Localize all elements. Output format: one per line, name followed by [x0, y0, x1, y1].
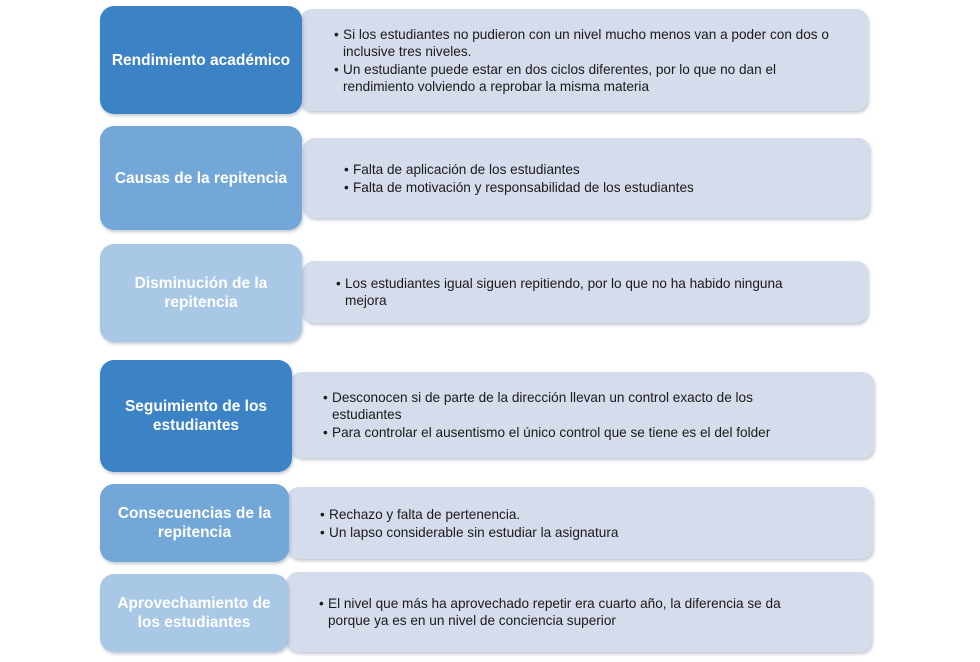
- description-panel: [300, 9, 868, 111]
- bullet-list: [320, 505, 849, 542]
- bullet-item: • Para controlar el ausentismo el único control que se tiene es el del folder: [323, 424, 804, 441]
- bullet-list: [323, 388, 804, 442]
- bullet-list: [319, 594, 812, 630]
- bullet-item: • Si los estudiantes no pudieron con un nivel mucho menos van a poder con dos o inclusive tres niveles.: [334, 26, 844, 60]
- bullet-list: [336, 274, 808, 310]
- topic-box: Consecuencias de la repitencia: [100, 484, 289, 562]
- bullet-item: • Falta de motivación y responsabilidad de los estudiantes: [344, 179, 846, 196]
- bullet-list: [344, 160, 846, 197]
- topic-box: Seguimiento de los estudiantes: [100, 360, 292, 472]
- bullet-item: • Los estudiantes igual siguen repitiendo, por lo que no ha habido ninguna mejora: [336, 275, 808, 309]
- description-panel: [290, 372, 874, 458]
- topic-box: Disminución de la repitencia: [100, 244, 302, 342]
- bullet-item: • Un lapso considerable sin estudiar la asignatura: [320, 524, 849, 541]
- topic-box: Causas de la repitencia: [100, 126, 302, 230]
- bullet-list: [334, 25, 844, 96]
- bullet-item: • Un estudiante puede estar en dos ciclos diferentes, por lo que no dan el rendimiento volviendo a reprobar la misma materia: [334, 61, 844, 95]
- topic-box: Rendimiento académico: [100, 6, 302, 114]
- description-panel: [302, 261, 868, 323]
- bullet-item: • Desconocen si de parte de la dirección llevan un control exacto de los estudiantes: [323, 389, 804, 423]
- bullet-item: • Falta de aplicación de los estudiantes: [344, 161, 846, 178]
- description-panel: [287, 487, 873, 559]
- bullet-item: • Rechazo y falta de pertenencia.: [320, 506, 849, 523]
- description-panel: [286, 572, 872, 652]
- topic-box: Aprovechamiento de los estudiantes: [100, 574, 288, 652]
- bullet-item: • El nivel que más ha aprovechado repetir era cuarto año, la diferencia se da porque ya es en un nivel de conciencia superior: [319, 595, 812, 629]
- description-panel: [303, 138, 870, 218]
